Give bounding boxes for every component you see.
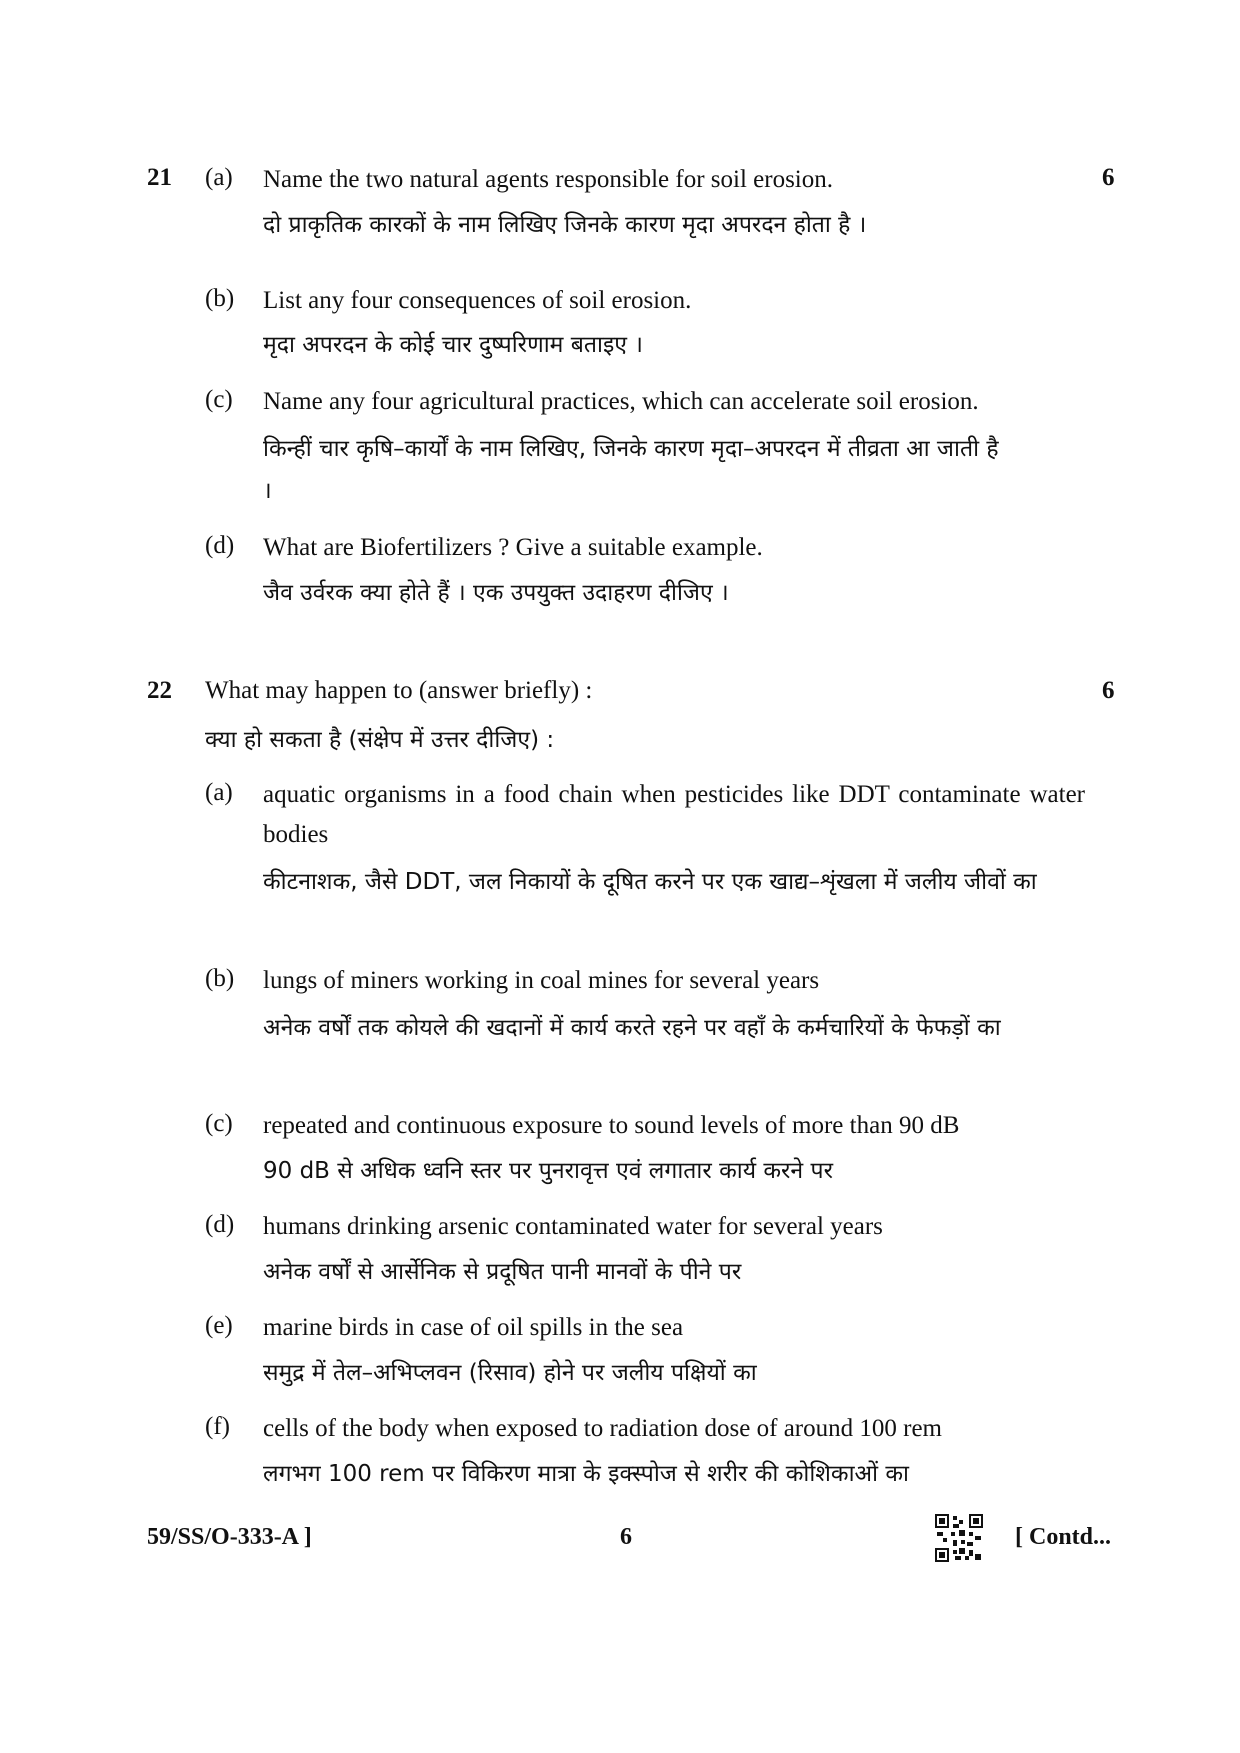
part-hindi: लगभग 100 rem पर विकिरण मात्रा के इक्स्पोज से शरीर की कोशिकाओं का <box>263 1461 909 1487</box>
part-hindi: 90 dB से अधिक ध्वनि स्तर पर पुनरावृत्त एवं लगातार कार्य करने पर <box>263 1158 833 1184</box>
question-21-marks: 6 <box>1102 164 1115 191</box>
part-hindi: अनेक वर्षों तक कोयले की खदानों में कार्य करते रहने पर वहाँ के कर्मचारियों के फेफड़ों का <box>263 1015 1001 1041</box>
question-22-number: 22 <box>147 677 172 704</box>
question-22-marks: 6 <box>1102 677 1115 704</box>
part-english: Name the two natural agents responsible for soil erosion. <box>263 166 833 193</box>
part-english: What are Biofertilizers ? Give a suitable example. <box>263 534 763 561</box>
part-english: aquatic organisms in a food chain when pesticides like DDT contaminate water bodies <box>263 781 1085 848</box>
part-label: (a) <box>205 779 233 806</box>
part-english: lungs of miners working in coal mines for several years <box>263 967 820 994</box>
paper-code: 59/SS/O-333-A ] <box>147 1524 312 1550</box>
part-label: (a) <box>205 164 233 191</box>
part-english: repeated and continuous exposure to sound levels of more than 90 dB <box>263 1112 960 1139</box>
question-22-stem-hindi: क्या हो सकता है (संक्षेप में उत्तर दीजिए) : <box>205 727 555 753</box>
part-english: marine birds in case of oil spills in the sea <box>263 1314 684 1341</box>
part-english: cells of the body when exposed to radiation dose of around 100 rem <box>263 1415 942 1442</box>
part-english: humans drinking arsenic contaminated water for several years <box>263 1213 883 1240</box>
question-22-stem-english: What may happen to (answer briefly) : <box>205 677 593 704</box>
part-hindi: अनेक वर्षों से आर्सेनिक से प्रदूषित पानी मानवों के पीने पर <box>263 1259 742 1285</box>
part-label: (d) <box>205 532 235 559</box>
part-english: List any four consequences of soil erosion. <box>263 287 692 314</box>
question-21-number: 21 <box>147 164 172 191</box>
part-label: (b) <box>205 285 235 312</box>
part-label: (e) <box>205 1312 233 1339</box>
part-hindi: मृदा अपरदन के कोई चार दुष्परिणाम बताइए । <box>263 332 643 358</box>
part-label: (c) <box>205 1110 233 1137</box>
part-hindi: किन्हीं चार कृषि–कार्यों के नाम लिखिए, जिनके कारण मृदा–अपरदन में तीव्रता आ जाती है । <box>263 436 999 504</box>
part-hindi: कीटनाशक, जैसे DDT, जल निकायों के दूषित करने पर एक खाद्य–शृंखला में जलीय जीवों का <box>263 869 1037 895</box>
part-hindi: जैव उर्वरक क्या होते हैं । एक उपयुक्त उदाहरण दीजिए । <box>263 580 729 606</box>
part-hindi: दो प्राकृतिक कारकों के नाम लिखिए जिनके कारण मृदा अपरदन होता है । <box>263 212 867 238</box>
page-number: 6 <box>620 1524 632 1550</box>
part-english: Name any four agricultural practices, which can accelerate soil erosion. <box>263 388 979 415</box>
part-label: (b) <box>205 965 235 992</box>
part-hindi: समुद्र में तेल–अभिप्लवन (रिसाव) होने पर जलीय पक्षियों का <box>263 1360 757 1386</box>
part-label: (d) <box>205 1211 235 1238</box>
part-label: (c) <box>205 386 233 413</box>
continued-label: [ Contd... <box>1015 1524 1112 1550</box>
qr-code-icon <box>935 1514 983 1562</box>
part-label: (f) <box>205 1413 230 1440</box>
